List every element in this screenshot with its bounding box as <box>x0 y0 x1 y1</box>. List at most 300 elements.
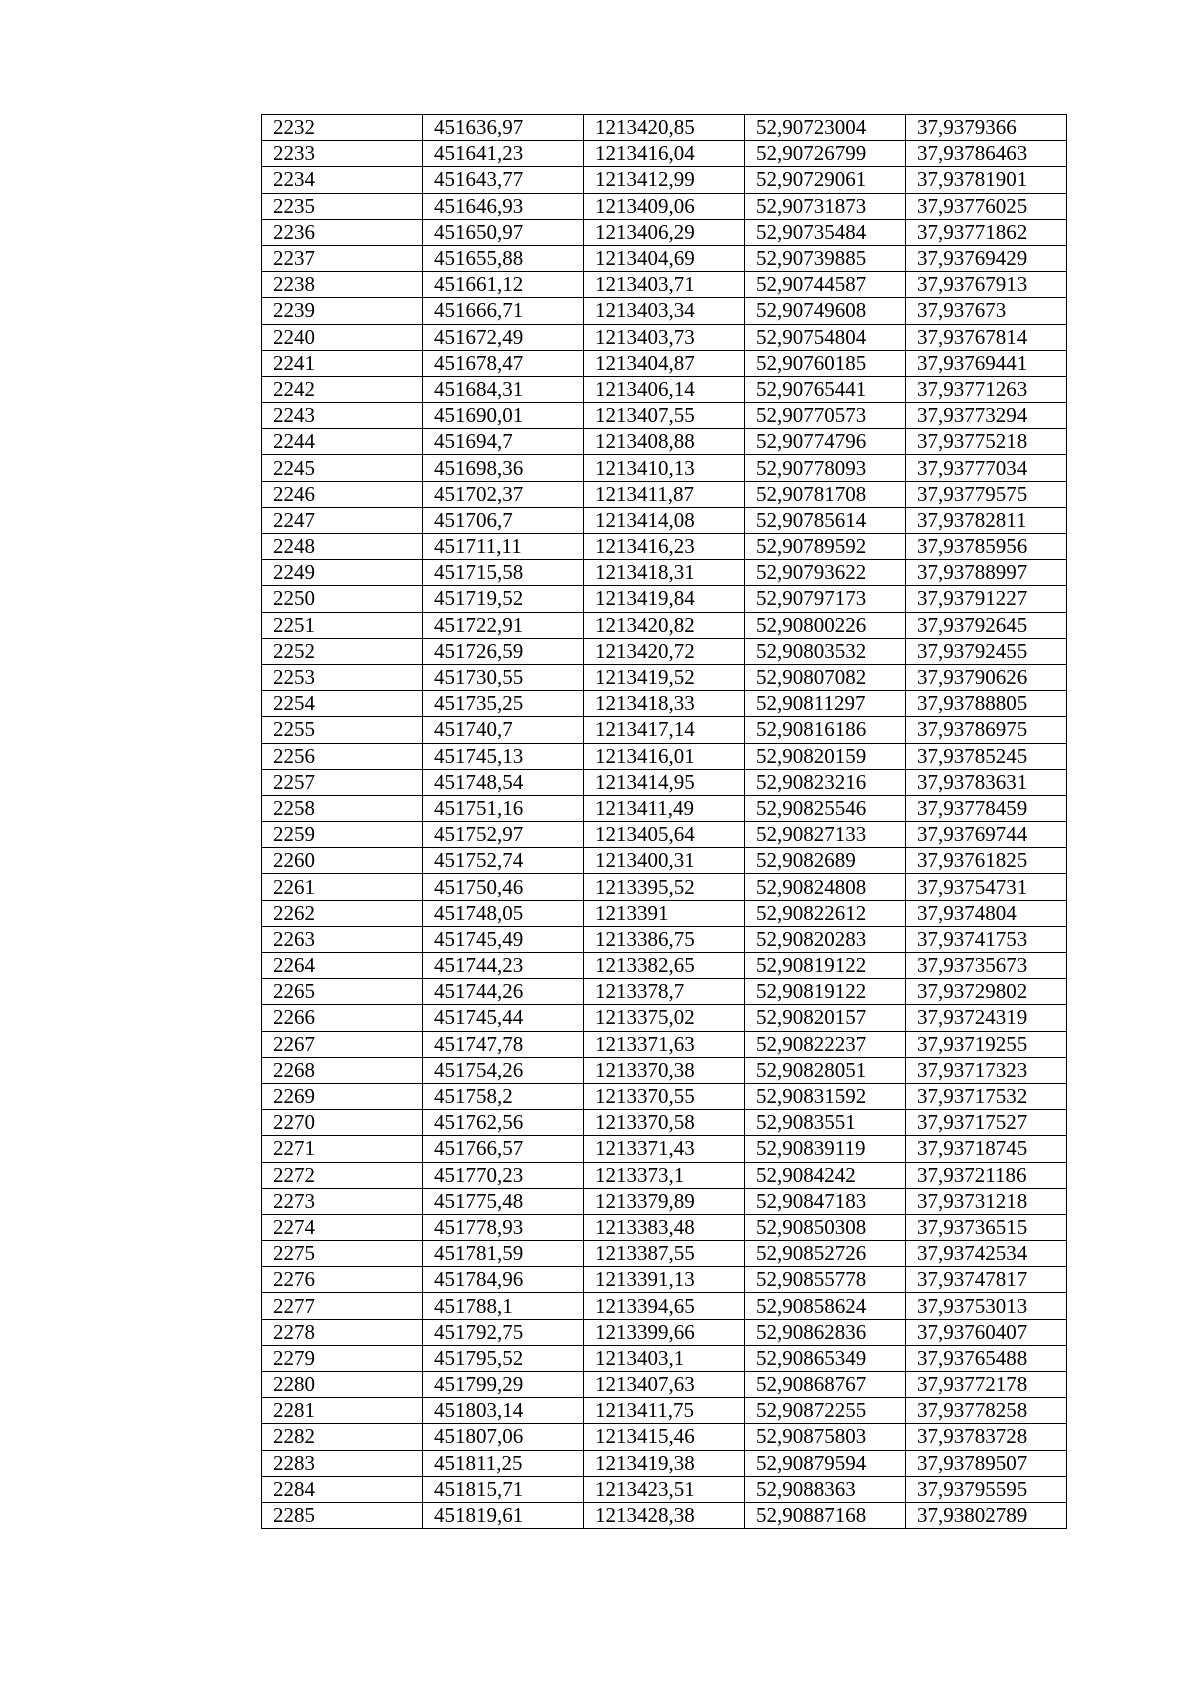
point-number-cell: 2240 <box>262 324 423 350</box>
coord-y-cell: 1213423,51 <box>584 1476 745 1502</box>
coord-x-cell: 451775,48 <box>423 1188 584 1214</box>
coord-y-cell: 1213419,52 <box>584 664 745 690</box>
table-row <box>262 979 1067 1005</box>
longitude-cell: 37,93754731 <box>906 874 1067 900</box>
point-number-cell: 2263 <box>262 926 423 952</box>
coord-x-cell: 451678,47 <box>423 350 584 376</box>
coord-y-cell: 1213373,1 <box>584 1162 745 1188</box>
table-row <box>262 1031 1067 1057</box>
latitude-cell: 52,90855778 <box>745 1267 906 1293</box>
coord-x-cell: 451781,59 <box>423 1241 584 1267</box>
coord-y-cell: 1213412,99 <box>584 167 745 193</box>
longitude-cell: 37,93783728 <box>906 1424 1067 1450</box>
table-row <box>262 193 1067 219</box>
coord-x-cell: 451815,71 <box>423 1476 584 1502</box>
table-row <box>262 1083 1067 1109</box>
latitude-cell: 52,90872255 <box>745 1398 906 1424</box>
coord-y-cell: 1213371,63 <box>584 1031 745 1057</box>
longitude-cell: 37,93791227 <box>906 586 1067 612</box>
table-row <box>262 874 1067 900</box>
longitude-cell: 37,93769441 <box>906 350 1067 376</box>
longitude-cell: 37,93731218 <box>906 1188 1067 1214</box>
table-row <box>262 1319 1067 1345</box>
longitude-cell: 37,93753013 <box>906 1293 1067 1319</box>
table-row <box>262 586 1067 612</box>
longitude-cell: 37,93717323 <box>906 1057 1067 1083</box>
coord-x-cell: 451694,7 <box>423 429 584 455</box>
coord-y-cell: 1213382,65 <box>584 953 745 979</box>
latitude-cell: 52,90823216 <box>745 769 906 795</box>
point-number-cell: 2257 <box>262 769 423 795</box>
point-number-cell: 2268 <box>262 1057 423 1083</box>
latitude-cell: 52,90819122 <box>745 953 906 979</box>
latitude-cell: 52,90828051 <box>745 1057 906 1083</box>
coord-y-cell: 1213410,13 <box>584 455 745 481</box>
coord-x-cell: 451745,13 <box>423 743 584 769</box>
point-number-cell: 2234 <box>262 167 423 193</box>
coord-y-cell: 1213407,63 <box>584 1372 745 1398</box>
table-row <box>262 1476 1067 1502</box>
latitude-cell: 52,90749608 <box>745 298 906 324</box>
longitude-cell: 37,93782811 <box>906 507 1067 533</box>
latitude-cell: 52,90797173 <box>745 586 906 612</box>
coord-y-cell: 1213416,04 <box>584 141 745 167</box>
coord-y-cell: 1213416,23 <box>584 534 745 560</box>
coord-y-cell: 1213411,75 <box>584 1398 745 1424</box>
coord-y-cell: 1213419,38 <box>584 1450 745 1476</box>
table-row <box>262 743 1067 769</box>
longitude-cell: 37,93777034 <box>906 455 1067 481</box>
coord-y-cell: 1213386,75 <box>584 926 745 952</box>
point-number-cell: 2232 <box>262 115 423 141</box>
latitude-cell: 52,90811297 <box>745 691 906 717</box>
longitude-cell: 37,93769744 <box>906 822 1067 848</box>
coordinates-table-body <box>262 115 1067 1529</box>
longitude-cell: 37,93767814 <box>906 324 1067 350</box>
longitude-cell: 37,93721186 <box>906 1162 1067 1188</box>
latitude-cell: 52,9088363 <box>745 1476 906 1502</box>
coord-x-cell: 451722,91 <box>423 612 584 638</box>
coord-y-cell: 1213406,14 <box>584 376 745 402</box>
table-row <box>262 481 1067 507</box>
coord-x-cell: 451672,49 <box>423 324 584 350</box>
longitude-cell: 37,937673 <box>906 298 1067 324</box>
table-row <box>262 298 1067 324</box>
table-row <box>262 272 1067 298</box>
table-row <box>262 717 1067 743</box>
latitude-cell: 52,9084242 <box>745 1162 906 1188</box>
coord-x-cell: 451730,55 <box>423 664 584 690</box>
point-number-cell: 2247 <box>262 507 423 533</box>
point-number-cell: 2266 <box>262 1005 423 1031</box>
latitude-cell: 52,90770573 <box>745 403 906 429</box>
table-row <box>262 1345 1067 1371</box>
coord-x-cell: 451770,23 <box>423 1162 584 1188</box>
latitude-cell: 52,90807082 <box>745 664 906 690</box>
coord-x-cell: 451762,56 <box>423 1110 584 1136</box>
longitude-cell: 37,93786975 <box>906 717 1067 743</box>
coord-y-cell: 1213371,43 <box>584 1136 745 1162</box>
table-row <box>262 1188 1067 1214</box>
coord-x-cell: 451799,29 <box>423 1372 584 1398</box>
latitude-cell: 52,90729061 <box>745 167 906 193</box>
coord-x-cell: 451636,97 <box>423 115 584 141</box>
longitude-cell: 37,93785245 <box>906 743 1067 769</box>
latitude-cell: 52,90819122 <box>745 979 906 1005</box>
table-row <box>262 429 1067 455</box>
point-number-cell: 2250 <box>262 586 423 612</box>
point-number-cell: 2272 <box>262 1162 423 1188</box>
latitude-cell: 52,90744587 <box>745 272 906 298</box>
point-number-cell: 2253 <box>262 664 423 690</box>
longitude-cell: 37,93724319 <box>906 1005 1067 1031</box>
latitude-cell: 52,90820283 <box>745 926 906 952</box>
point-number-cell: 2270 <box>262 1110 423 1136</box>
coord-x-cell: 451748,05 <box>423 900 584 926</box>
point-number-cell: 2238 <box>262 272 423 298</box>
coord-y-cell: 1213379,89 <box>584 1188 745 1214</box>
coord-x-cell: 451715,58 <box>423 560 584 586</box>
coord-y-cell: 1213409,06 <box>584 193 745 219</box>
longitude-cell: 37,93717532 <box>906 1083 1067 1109</box>
coord-y-cell: 1213408,88 <box>584 429 745 455</box>
coord-y-cell: 1213414,08 <box>584 507 745 533</box>
longitude-cell: 37,93772178 <box>906 1372 1067 1398</box>
point-number-cell: 2260 <box>262 848 423 874</box>
coord-x-cell: 451754,26 <box>423 1057 584 1083</box>
table-row <box>262 1502 1067 1528</box>
coord-y-cell: 1213406,29 <box>584 219 745 245</box>
point-number-cell: 2276 <box>262 1267 423 1293</box>
coord-y-cell: 1213375,02 <box>584 1005 745 1031</box>
point-number-cell: 2265 <box>262 979 423 1005</box>
coord-x-cell: 451666,71 <box>423 298 584 324</box>
longitude-cell: 37,93785956 <box>906 534 1067 560</box>
coord-y-cell: 1213403,71 <box>584 272 745 298</box>
longitude-cell: 37,93775218 <box>906 429 1067 455</box>
coord-x-cell: 451719,52 <box>423 586 584 612</box>
coord-x-cell: 451803,14 <box>423 1398 584 1424</box>
point-number-cell: 2233 <box>262 141 423 167</box>
table-row <box>262 115 1067 141</box>
coord-x-cell: 451819,61 <box>423 1502 584 1528</box>
table-row <box>262 769 1067 795</box>
coord-y-cell: 1213407,55 <box>584 403 745 429</box>
latitude-cell: 52,90847183 <box>745 1188 906 1214</box>
latitude-cell: 52,90822237 <box>745 1031 906 1057</box>
coord-y-cell: 1213370,55 <box>584 1083 745 1109</box>
coord-y-cell: 1213418,33 <box>584 691 745 717</box>
table-row <box>262 455 1067 481</box>
table-row <box>262 507 1067 533</box>
table-row <box>262 848 1067 874</box>
coord-y-cell: 1213420,85 <box>584 115 745 141</box>
table-row <box>262 560 1067 586</box>
longitude-cell: 37,93773294 <box>906 403 1067 429</box>
table-row <box>262 1398 1067 1424</box>
latitude-cell: 52,9083551 <box>745 1110 906 1136</box>
coord-x-cell: 451807,06 <box>423 1424 584 1450</box>
longitude-cell: 37,93761825 <box>906 848 1067 874</box>
coord-y-cell: 1213419,84 <box>584 586 745 612</box>
point-number-cell: 2242 <box>262 376 423 402</box>
coord-x-cell: 451784,96 <box>423 1267 584 1293</box>
latitude-cell: 52,90778093 <box>745 455 906 481</box>
longitude-cell: 37,93779575 <box>906 481 1067 507</box>
table-row <box>262 350 1067 376</box>
point-number-cell: 2252 <box>262 638 423 664</box>
coord-y-cell: 1213400,31 <box>584 848 745 874</box>
latitude-cell: 52,90824808 <box>745 874 906 900</box>
table-row <box>262 167 1067 193</box>
table-row <box>262 638 1067 664</box>
point-number-cell: 2254 <box>262 691 423 717</box>
coord-x-cell: 451747,78 <box>423 1031 584 1057</box>
latitude-cell: 52,90816186 <box>745 717 906 743</box>
table-row <box>262 1424 1067 1450</box>
table-row <box>262 324 1067 350</box>
latitude-cell: 52,90785614 <box>745 507 906 533</box>
latitude-cell: 52,90820159 <box>745 743 906 769</box>
coord-x-cell: 451646,93 <box>423 193 584 219</box>
longitude-cell: 37,93781901 <box>906 167 1067 193</box>
longitude-cell: 37,93719255 <box>906 1031 1067 1057</box>
latitude-cell: 52,90731873 <box>745 193 906 219</box>
table-row <box>262 219 1067 245</box>
coord-x-cell: 451811,25 <box>423 1450 584 1476</box>
longitude-cell: 37,93783631 <box>906 769 1067 795</box>
point-number-cell: 2262 <box>262 900 423 926</box>
coord-y-cell: 1213403,34 <box>584 298 745 324</box>
point-number-cell: 2243 <box>262 403 423 429</box>
coord-x-cell: 451698,36 <box>423 455 584 481</box>
coord-x-cell: 451750,46 <box>423 874 584 900</box>
table-row <box>262 822 1067 848</box>
coord-y-cell: 1213414,95 <box>584 769 745 795</box>
coord-y-cell: 1213418,31 <box>584 560 745 586</box>
table-row <box>262 1162 1067 1188</box>
coord-y-cell: 1213411,49 <box>584 795 745 821</box>
latitude-cell: 52,90875803 <box>745 1424 906 1450</box>
longitude-cell: 37,93778459 <box>906 795 1067 821</box>
coord-y-cell: 1213394,65 <box>584 1293 745 1319</box>
longitude-cell: 37,93742534 <box>906 1241 1067 1267</box>
coord-x-cell: 451748,54 <box>423 769 584 795</box>
longitude-cell: 37,93802789 <box>906 1502 1067 1528</box>
coord-x-cell: 451711,11 <box>423 534 584 560</box>
latitude-cell: 52,90887168 <box>745 1502 906 1528</box>
coord-y-cell: 1213415,46 <box>584 1424 745 1450</box>
longitude-cell: 37,93729802 <box>906 979 1067 1005</box>
latitude-cell: 52,90800226 <box>745 612 906 638</box>
coord-x-cell: 451726,59 <box>423 638 584 664</box>
point-number-cell: 2261 <box>262 874 423 900</box>
latitude-cell: 52,90739885 <box>745 245 906 271</box>
table-row <box>262 403 1067 429</box>
point-number-cell: 2283 <box>262 1450 423 1476</box>
longitude-cell: 37,93789507 <box>906 1450 1067 1476</box>
point-number-cell: 2275 <box>262 1241 423 1267</box>
coord-x-cell: 451766,57 <box>423 1136 584 1162</box>
longitude-cell: 37,93760407 <box>906 1319 1067 1345</box>
coord-x-cell: 451744,23 <box>423 953 584 979</box>
latitude-cell: 52,9082689 <box>745 848 906 874</box>
coord-x-cell: 451702,37 <box>423 481 584 507</box>
coord-x-cell: 451745,44 <box>423 1005 584 1031</box>
point-number-cell: 2236 <box>262 219 423 245</box>
table-row <box>262 141 1067 167</box>
table-row <box>262 1005 1067 1031</box>
latitude-cell: 52,90825546 <box>745 795 906 821</box>
coord-y-cell: 1213403,1 <box>584 1345 745 1371</box>
latitude-cell: 52,90865349 <box>745 1345 906 1371</box>
coord-x-cell: 451792,75 <box>423 1319 584 1345</box>
longitude-cell: 37,93747817 <box>906 1267 1067 1293</box>
table-row <box>262 953 1067 979</box>
coord-x-cell: 451744,26 <box>423 979 584 1005</box>
point-number-cell: 2255 <box>262 717 423 743</box>
table-row <box>262 1293 1067 1319</box>
latitude-cell: 52,90803532 <box>745 638 906 664</box>
longitude-cell: 37,93771862 <box>906 219 1067 245</box>
point-number-cell: 2277 <box>262 1293 423 1319</box>
coord-x-cell: 451655,88 <box>423 245 584 271</box>
longitude-cell: 37,93769429 <box>906 245 1067 271</box>
longitude-cell: 37,93790626 <box>906 664 1067 690</box>
table-row <box>262 1241 1067 1267</box>
point-number-cell: 2237 <box>262 245 423 271</box>
coord-x-cell: 451751,16 <box>423 795 584 821</box>
point-number-cell: 2258 <box>262 795 423 821</box>
coord-x-cell: 451661,12 <box>423 272 584 298</box>
table-row <box>262 926 1067 952</box>
coord-y-cell: 1213370,58 <box>584 1110 745 1136</box>
point-number-cell: 2251 <box>262 612 423 638</box>
point-number-cell: 2248 <box>262 534 423 560</box>
longitude-cell: 37,93795595 <box>906 1476 1067 1502</box>
longitude-cell: 37,93718745 <box>906 1136 1067 1162</box>
point-number-cell: 2269 <box>262 1083 423 1109</box>
point-number-cell: 2282 <box>262 1424 423 1450</box>
coordinates-table <box>261 114 1067 1529</box>
coord-x-cell: 451740,7 <box>423 717 584 743</box>
latitude-cell: 52,90726799 <box>745 141 906 167</box>
coord-y-cell: 1213370,38 <box>584 1057 745 1083</box>
table-row <box>262 612 1067 638</box>
longitude-cell: 37,93765488 <box>906 1345 1067 1371</box>
latitude-cell: 52,90850308 <box>745 1214 906 1240</box>
longitude-cell: 37,93778258 <box>906 1398 1067 1424</box>
coord-y-cell: 1213405,64 <box>584 822 745 848</box>
table-row <box>262 1372 1067 1398</box>
table-row <box>262 795 1067 821</box>
table-row <box>262 1450 1067 1476</box>
table-row <box>262 1057 1067 1083</box>
coord-x-cell: 451778,93 <box>423 1214 584 1240</box>
coord-y-cell: 1213378,7 <box>584 979 745 1005</box>
coord-x-cell: 451795,52 <box>423 1345 584 1371</box>
coord-x-cell: 451752,74 <box>423 848 584 874</box>
latitude-cell: 52,90820157 <box>745 1005 906 1031</box>
coord-x-cell: 451788,1 <box>423 1293 584 1319</box>
longitude-cell: 37,9379366 <box>906 115 1067 141</box>
longitude-cell: 37,9374804 <box>906 900 1067 926</box>
latitude-cell: 52,90822612 <box>745 900 906 926</box>
table-row <box>262 1110 1067 1136</box>
table-row <box>262 534 1067 560</box>
point-number-cell: 2273 <box>262 1188 423 1214</box>
latitude-cell: 52,90723004 <box>745 115 906 141</box>
latitude-cell: 52,90765441 <box>745 376 906 402</box>
coord-x-cell: 451684,31 <box>423 376 584 402</box>
longitude-cell: 37,93717527 <box>906 1110 1067 1136</box>
point-number-cell: 2246 <box>262 481 423 507</box>
table-row <box>262 664 1067 690</box>
longitude-cell: 37,93788805 <box>906 691 1067 717</box>
coord-y-cell: 1213428,38 <box>584 1502 745 1528</box>
coord-y-cell: 1213387,55 <box>584 1241 745 1267</box>
coord-x-cell: 451735,25 <box>423 691 584 717</box>
table-row <box>262 245 1067 271</box>
coord-x-cell: 451641,23 <box>423 141 584 167</box>
point-number-cell: 2278 <box>262 1319 423 1345</box>
point-number-cell: 2279 <box>262 1345 423 1371</box>
latitude-cell: 52,90862836 <box>745 1319 906 1345</box>
point-number-cell: 2284 <box>262 1476 423 1502</box>
longitude-cell: 37,93792645 <box>906 612 1067 638</box>
latitude-cell: 52,90827133 <box>745 822 906 848</box>
latitude-cell: 52,90879594 <box>745 1450 906 1476</box>
latitude-cell: 52,90774796 <box>745 429 906 455</box>
coord-y-cell: 1213420,72 <box>584 638 745 664</box>
coord-x-cell: 451706,7 <box>423 507 584 533</box>
point-number-cell: 2281 <box>262 1398 423 1424</box>
point-number-cell: 2285 <box>262 1502 423 1528</box>
coord-y-cell: 1213391,13 <box>584 1267 745 1293</box>
latitude-cell: 52,90789592 <box>745 534 906 560</box>
longitude-cell: 37,93736515 <box>906 1214 1067 1240</box>
point-number-cell: 2274 <box>262 1214 423 1240</box>
latitude-cell: 52,90735484 <box>745 219 906 245</box>
coord-y-cell: 1213416,01 <box>584 743 745 769</box>
point-number-cell: 2256 <box>262 743 423 769</box>
longitude-cell: 37,93771263 <box>906 376 1067 402</box>
latitude-cell: 52,90831592 <box>745 1083 906 1109</box>
table-row <box>262 1136 1067 1162</box>
point-number-cell: 2259 <box>262 822 423 848</box>
coord-y-cell: 1213391 <box>584 900 745 926</box>
longitude-cell: 37,93792455 <box>906 638 1067 664</box>
coord-y-cell: 1213399,66 <box>584 1319 745 1345</box>
table-row <box>262 1267 1067 1293</box>
latitude-cell: 52,90868767 <box>745 1372 906 1398</box>
latitude-cell: 52,90858624 <box>745 1293 906 1319</box>
coord-x-cell: 451650,97 <box>423 219 584 245</box>
longitude-cell: 37,93776025 <box>906 193 1067 219</box>
coord-y-cell: 1213420,82 <box>584 612 745 638</box>
latitude-cell: 52,90852726 <box>745 1241 906 1267</box>
point-number-cell: 2241 <box>262 350 423 376</box>
coord-y-cell: 1213403,73 <box>584 324 745 350</box>
coord-y-cell: 1213404,87 <box>584 350 745 376</box>
point-number-cell: 2267 <box>262 1031 423 1057</box>
longitude-cell: 37,93735673 <box>906 953 1067 979</box>
latitude-cell: 52,90839119 <box>745 1136 906 1162</box>
point-number-cell: 2271 <box>262 1136 423 1162</box>
longitude-cell: 37,93741753 <box>906 926 1067 952</box>
point-number-cell: 2280 <box>262 1372 423 1398</box>
longitude-cell: 37,93786463 <box>906 141 1067 167</box>
